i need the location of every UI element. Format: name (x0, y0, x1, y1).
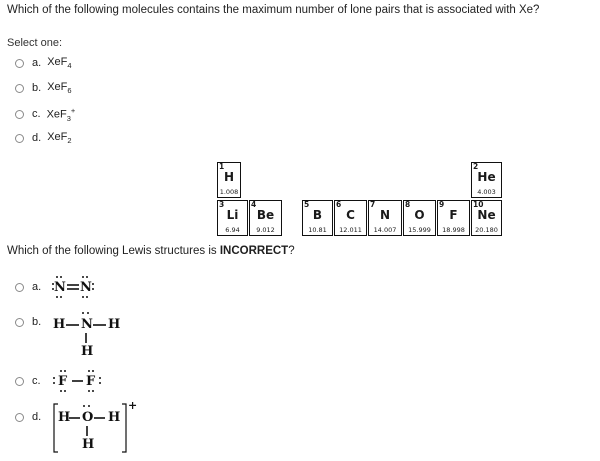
element-C: 6 C 12.011 (334, 200, 367, 236)
lewis-structure-b (52, 311, 122, 361)
element-H: 1 H 1.008 (217, 162, 241, 198)
radio-button[interactable] (15, 134, 24, 143)
element-Ne: 10 Ne 20.180 (471, 200, 502, 236)
atom-H: H (108, 317, 121, 332)
atom-H: H (58, 410, 71, 425)
element-N: 7 N 14.007 (368, 200, 402, 236)
option-formula: XeF$_3$+ (46, 106, 76, 123)
option-formula: XeF$_2$ (47, 131, 72, 146)
atom-N: N (81, 317, 93, 332)
q2-option-c[interactable]: c. (15, 375, 47, 387)
atom-H: H (81, 344, 94, 359)
element-He: 2 He 4.003 (471, 162, 502, 198)
atom-H: H (53, 317, 66, 332)
atom-F: F (58, 374, 68, 389)
element-O: 8 O 15.999 (403, 200, 436, 236)
q2-option-d[interactable]: d. (15, 411, 47, 423)
option-formula: XeF$_4$ (47, 56, 72, 71)
lewis-structure-c (52, 368, 112, 396)
atom-N: N (54, 280, 66, 295)
radio-button[interactable] (15, 283, 24, 292)
radio-button[interactable] (15, 110, 24, 119)
radio-button[interactable] (15, 59, 24, 68)
radio-button[interactable] (15, 377, 24, 386)
atom-H: H (82, 437, 95, 452)
radio-button[interactable] (15, 84, 24, 93)
lewis-structure-d (52, 400, 137, 456)
atom-F: F (86, 374, 96, 389)
lewis-structure-a (52, 274, 102, 302)
element-Be: 4 Be 9.012 (249, 200, 282, 236)
question-1-text: Which of the following molecules contains the maximum number of lone pairs that is associated with Xe? (7, 4, 540, 16)
charge-plus: + (128, 399, 138, 412)
atom-O: O (82, 410, 94, 425)
element-B: 5 B 10.81 (302, 200, 333, 236)
question-2-text: Which of the following Lewis structures is INCORRECT? (7, 245, 295, 257)
q2-option-a[interactable]: a. (15, 281, 47, 293)
q1-option-b[interactable]: b. XeF$_6$ (15, 81, 72, 95)
q1-option-d[interactable]: d. XeF$_2$ (15, 131, 72, 145)
lewis-bonds-d (52, 400, 137, 456)
element-F: 9 F 18.998 (437, 200, 470, 236)
q1-option-a[interactable]: a. XeF$_4$ (15, 56, 72, 70)
radio-button[interactable] (15, 413, 24, 422)
select-one-label: Select one: (7, 37, 63, 49)
option-formula: XeF$_6$ (47, 81, 72, 96)
atom-N: N (80, 280, 92, 295)
q1-option-c[interactable]: c. XeF$_3$+ (15, 106, 75, 123)
q2-option-b[interactable]: b. (15, 316, 47, 328)
radio-button[interactable] (15, 318, 24, 327)
element-Li: 3 Li 6.94 (217, 200, 248, 236)
atom-H: H (108, 410, 121, 425)
